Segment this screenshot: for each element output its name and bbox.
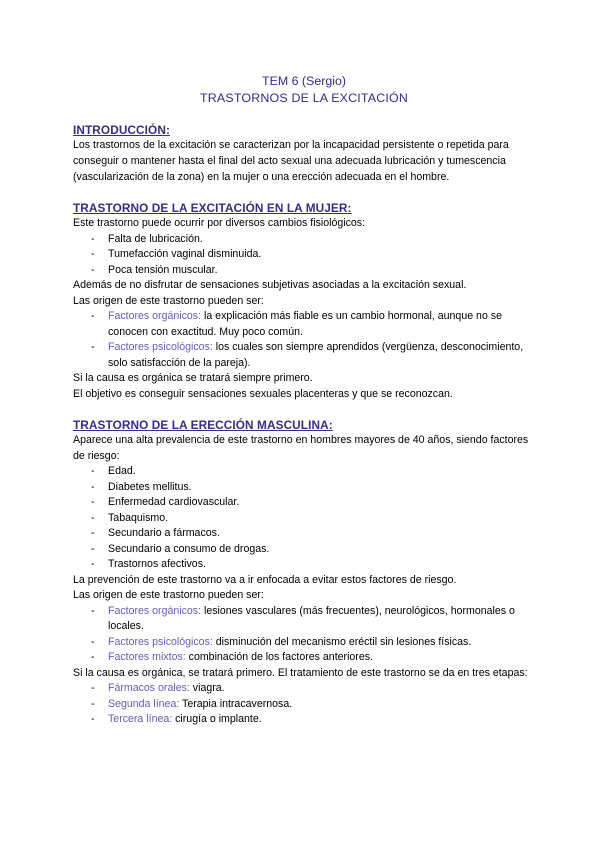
male-prevention: La prevención de este trastorno va a ir enfocada a evitar estos factores de riesgo.: [73, 573, 457, 586]
female-origins-list: [73, 309, 535, 371]
document-page: [73, 70, 535, 728]
list-item: - Diabetes mellitus.: [73, 480, 535, 496]
male-treatment-intro: Si la causa es orgánica, se tratará primero. El tratamiento de este trastorno se da en tres etapas:: [73, 666, 528, 679]
female-closing-2: El objetivo es conseguir sensaciones sexuales placenteras y que se reconozcan.: [73, 387, 453, 400]
list-item: - Falta de lubricación.: [73, 232, 535, 248]
factor-text: la explicación más fiable es un cambio hormonal, aunque no se conocen con exactitud. Muy poco común.: [108, 310, 502, 338]
treatment-label: Fármacos orales:: [108, 682, 190, 695]
female-note: Además de no disfrutar de sensaciones subjetivas asociadas a la excitación sexual.: [73, 279, 467, 292]
treatment-label: Tercera línea:: [108, 713, 173, 726]
document-subtitle: TRASTORNOS DE LA EXCITACIÓN: [199, 91, 409, 105]
female-heading: TRASTORNO DE LA EXCITACIÓN EN LA MUJER:: [73, 201, 352, 216]
document-title: TEM 6 (Sergio): [262, 74, 346, 88]
list-item: - Tumefacción vaginal disminuida.: [73, 247, 535, 263]
list-item: [73, 635, 535, 651]
list-item: - Secundario a consumo de drogas.: [73, 542, 535, 558]
intro-heading: INTRODUCCIÓN:: [73, 123, 170, 137]
factor-text: disminución del mecanismo eréctil sin lesiones físicas.: [212, 635, 472, 648]
factor-text: los cuales son siempre aprendidos (vergüenza, desconocimiento, solo satisfacción de la pareja).: [108, 341, 524, 369]
list-item: [73, 604, 535, 635]
list-item: - Enfermedad cardiovascular.: [73, 495, 535, 511]
male-treatments-list: [73, 681, 535, 728]
male-risks-list: [73, 464, 535, 573]
male-heading: TRASTORNO DE LA ERECCIÓN MASCULINA:: [73, 418, 333, 433]
male-intro: Aparece una alta prevalencia de este trastorno en hombres mayores de 40 años, siendo factores de riesgo:: [73, 434, 529, 462]
list-item: - Poca tensión muscular.: [73, 263, 535, 279]
treatment-label: Segunda línea:: [108, 697, 180, 710]
list-item: - Trastornos afectivos.: [73, 557, 535, 573]
factor-label: Factores psicológicos:: [108, 635, 213, 648]
factor-text: lesiones vasculares (más frecuentes), neurológicos, hormonales o locales.: [108, 604, 515, 633]
male-origins-list: [73, 604, 535, 666]
list-item: - Secundario a fármacos.: [73, 526, 535, 542]
list-item: - Tabaquismo.: [73, 511, 535, 527]
list-item: [73, 697, 535, 713]
female-changes-list: [73, 232, 535, 279]
factor-label: Factores orgánicos:: [108, 310, 202, 323]
factor-text: combinación de los factores anteriores.: [185, 651, 373, 664]
treatment-text: Terapia intracavernosa.: [179, 697, 293, 710]
list-item: [73, 681, 535, 697]
list-item: [73, 309, 535, 340]
female-origins-intro: Las origen de este trastorno pueden ser:: [73, 294, 264, 307]
intro-paragraph: Los trastornos de la excitación se caracterizan por la incapacidad persistente o repetida para conseguir o mantener hasta el final del acto sexual una adecuada lubricación y tumescencia (vascularización de la zona) en la mujer o una erección adecuada en el hombre.: [73, 139, 509, 183]
female-intro: Este trastorno puede ocurrir por diversos cambios fisiológicos:: [73, 217, 366, 230]
list-item: [73, 340, 535, 371]
treatment-text: cirugía o implante.: [172, 713, 262, 726]
treatment-text: viagra.: [189, 682, 225, 695]
list-item: [73, 650, 535, 666]
factor-label: Factores mixtos:: [108, 651, 186, 664]
list-item: [73, 712, 535, 728]
list-item: - Edad.: [73, 464, 535, 480]
factor-label: Factores orgánicos:: [108, 604, 202, 617]
female-closing-1: Si la causa es orgánica se tratará siempre primero.: [73, 372, 313, 385]
male-origins-intro: Las origen de este trastorno pueden ser:: [73, 589, 264, 602]
factor-label: Factores psicológicos:: [108, 341, 213, 354]
